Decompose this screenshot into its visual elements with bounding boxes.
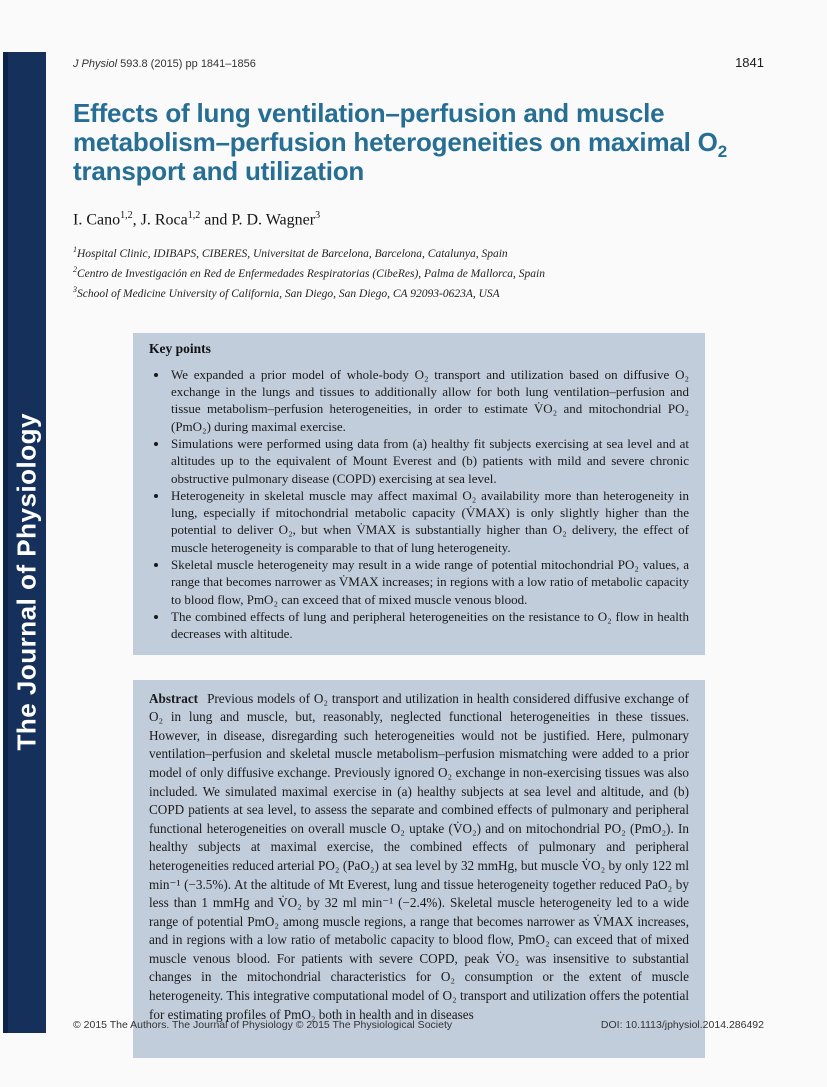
title-o2-subscript: 2 bbox=[717, 142, 727, 162]
affiliation-2-sup: 2 bbox=[73, 265, 77, 275]
article-title bbox=[73, 99, 765, 186]
author-name-1: I. Cano bbox=[73, 211, 121, 229]
affiliations bbox=[73, 242, 765, 301]
author-name-2: , J. Roca bbox=[132, 211, 188, 229]
key-point-item-1: • We expanded a prior model of whole-body O₂ transport and utilization based on diffusive O₂ exchange in the lungs and tissues to additionally allow for both lung ventilation–perfusion and tissue metabolism–perfusion heterogeneities, in order to estimate V̇O₂ and mitochondrial PO₂ (PmO₂) during maximal exercise. bbox=[169, 366, 689, 435]
affiliation-2-text: Centro de Investigación en Red de Enfermedades Respiratorias (CibeRes), Palma de Mallorca, Spain bbox=[77, 267, 545, 280]
author-name-3: and P. D. Wagner bbox=[200, 211, 316, 229]
page-footer bbox=[73, 1019, 764, 1031]
key-point-item-5: • The combined effects of lung and peripheral heterogeneities on the resistance to O₂ flow in health decreases with altitude. bbox=[169, 608, 689, 643]
title-line-2: metabolism–perfusion heterogeneities on maximal O bbox=[73, 127, 718, 157]
affiliation-3 bbox=[73, 282, 765, 302]
journal-name-vertical: The Journal of Physiology bbox=[11, 413, 42, 751]
running-header bbox=[73, 55, 764, 70]
title-line-3: transport and utilization bbox=[73, 156, 365, 186]
affiliation-1-text: Hospital Clinic, IDIBAPS, CIBERES, Universitat de Barcelona, Barcelona, Catalunya, Spain bbox=[77, 248, 508, 261]
journal-sidebar bbox=[3, 52, 46, 1033]
affiliation-3-sup: 3 bbox=[73, 284, 77, 294]
page-number: 1841 bbox=[735, 55, 764, 70]
author-affil-sup-2: 1,2 bbox=[187, 210, 201, 221]
copyright-line: © 2015 The Authors. The Journal of Physiology © 2015 The Physiological Society bbox=[73, 1019, 453, 1031]
journal-ref-rest: 593.8 (2015) pp 1841–1856 bbox=[117, 58, 256, 70]
abstract-paragraph bbox=[149, 690, 689, 1025]
key-point-item-3: • Heterogeneity in skeletal muscle may affect maximal O₂ availability more than heterogeneity in lung, especially if mitochondrial metabolic capacity (V̇MAX) is only slightly higher than the potential to deliver O₂, but when V̇MAX is substantially higher than O₂ delivery, the effect of muscle heterogeneity is comparable to that of lung heterogeneity. bbox=[169, 487, 689, 556]
author-affil-sup-1: 1,2 bbox=[120, 210, 133, 221]
key-points-list bbox=[149, 366, 689, 643]
affiliation-2 bbox=[73, 262, 765, 282]
journal-reference bbox=[73, 58, 256, 70]
affiliation-3-text: School of Medicine University of California, San Diego, San Diego, CA 92093-0623A, USA bbox=[77, 287, 500, 300]
author-line bbox=[73, 210, 765, 229]
key-points-heading: Key points bbox=[149, 340, 211, 356]
journal-abbrev: J Physiol bbox=[73, 58, 118, 70]
affiliation-1-sup: 1 bbox=[73, 245, 77, 255]
abstract-label: Abstract bbox=[149, 690, 199, 706]
affiliation-1 bbox=[73, 242, 765, 262]
author-affil-sup-3: 3 bbox=[315, 210, 321, 221]
key-point-item-4: • Skeletal muscle heterogeneity may result in a wide range of potential mitochondrial PO₂ values, a range that becomes narrower as V̇MAX increases; in regions with a low ratio of metabolic capacity to blood flow, PmO₂ can exceed that of mixed muscle venous blood. bbox=[169, 556, 689, 608]
abstract-box bbox=[133, 680, 705, 1059]
article-main-column bbox=[73, 99, 765, 1058]
title-line-1: Effects of lung ventilation–perfusion and muscle bbox=[73, 98, 665, 128]
abstract-text: Previous models of O₂ transport and utilization in health considered diffusive exchange of O₂ in lung and muscle, but, reasonably, neglected functional heterogeneities in these tissues. However, in disease, disregarding such heterogeneities would not be justified. Here, pulmonary ventilation–perfusion and skeletal muscle metabolism–perfusion mismatching were added to a prior model of only diffusive exchange. Previously ignored O₂ exchange in non-exercising tissues was also included. We simulated maximal exercise in (a) healthy subjects at sea level and altitude, and (b) COPD patients at sea level, to assess the separate and combined effects of pulmonary and peripheral functional heterogeneities on overall muscle O₂ uptake (V̇O₂) and on mitochondrial PO₂ (PmO₂). In healthy subjects at maximal exercise, the combined effects of pulmonary and peripheral heterogeneities reduced arterial PO₂ (PaO₂) at sea level by 32 mmHg, but muscle V̇O₂ by only 122 ml min⁻¹ (−3.5%). At the altitude of Mt Everest, lung and tissue heterogeneity together reduced PaO₂ by less than 1 mmHg and V̇O₂ by 32 ml min⁻¹ (−2.4%). Skeletal muscle heterogeneity led to a wide range of potential PmO₂ among muscle regions, a range that becomes narrower as V̇MAX increases, and in regions with a low ratio of metabolic capacity to blood flow, PmO₂ can exceed that of mixed muscle venous blood. For patients with severe COPD, peak V̇O₂ was insensitive to substantial changes in the mitochondrial characteristics for O₂ consumption or the extent of muscle heterogeneity. This integrative computational model of O₂ transport and utilization offers the potential for estimating profiles of PmO₂ both in health and in diseases bbox=[149, 690, 689, 1022]
key-point-item-2: • Simulations were performed using data from (a) healthy fit subjects exercising at sea level and at altitudes up to the equivalent of Mount Everest and (b) patients with mild and severe chronic obstructive pulmonary disease (COPD) exercising at sea level. bbox=[169, 435, 689, 487]
doi: DOI: 10.1113/jphysiol.2014.286492 bbox=[600, 1019, 764, 1031]
key-points-box bbox=[133, 333, 705, 655]
